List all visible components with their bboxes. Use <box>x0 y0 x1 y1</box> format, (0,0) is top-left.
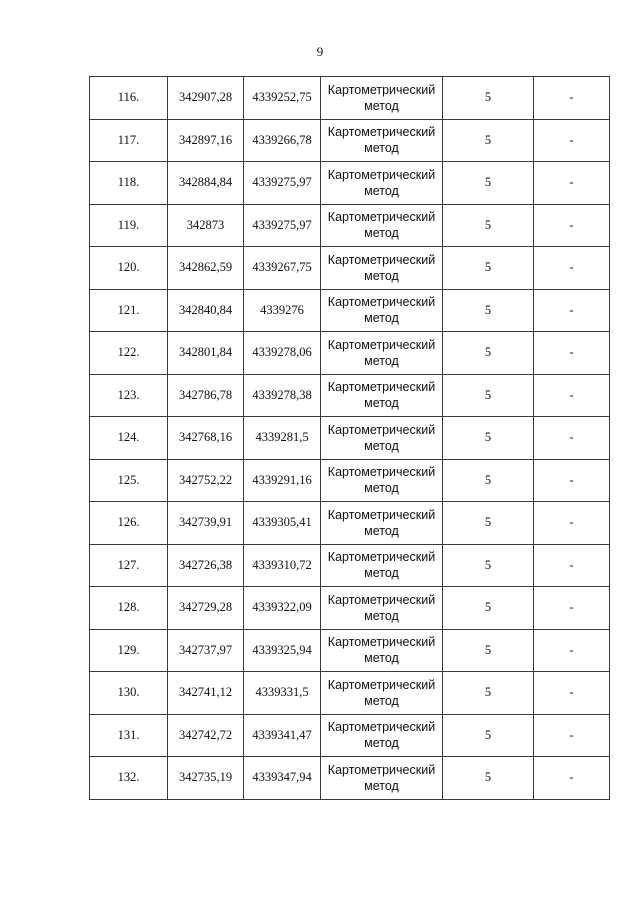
point-number-cell: 131. <box>90 714 168 757</box>
method-cell <box>321 544 443 587</box>
method-label-line1: Картометрический <box>327 82 436 97</box>
accuracy-cell: 5 <box>443 417 534 460</box>
method-label-line1: Картометрический <box>327 635 436 650</box>
extra-cell: - <box>534 714 610 757</box>
point-number-cell: 125. <box>90 459 168 502</box>
accuracy-cell: 5 <box>443 374 534 417</box>
method-cell <box>321 629 443 672</box>
extra-cell: - <box>534 289 610 332</box>
method-label-line1: Картометрический <box>327 720 436 735</box>
extra-cell: - <box>534 77 610 120</box>
extra-cell: - <box>534 459 610 502</box>
point-number-cell: 121. <box>90 289 168 332</box>
method-cell <box>321 77 443 120</box>
extra-cell: - <box>534 417 610 460</box>
method-cell <box>321 289 443 332</box>
extra-cell: - <box>534 119 610 162</box>
table-row <box>90 672 610 715</box>
method-cell <box>321 459 443 502</box>
method-cell <box>321 417 443 460</box>
method-cell <box>321 714 443 757</box>
table-row <box>90 374 610 417</box>
y-coordinate-cell: 4339281,5 <box>244 417 321 460</box>
method-label-line2: метод <box>364 736 399 751</box>
table-row <box>90 204 610 247</box>
method-label-line1: Картометрический <box>327 380 436 395</box>
y-coordinate-cell: 4339291,16 <box>244 459 321 502</box>
x-coordinate-cell: 342862,59 <box>168 247 244 290</box>
accuracy-cell: 5 <box>443 459 534 502</box>
point-number-cell: 123. <box>90 374 168 417</box>
point-number-cell: 118. <box>90 162 168 205</box>
method-label-line1: Картометрический <box>327 762 436 777</box>
extra-cell: - <box>534 502 610 545</box>
x-coordinate-cell: 342907,28 <box>168 77 244 120</box>
method-label-line2: метод <box>364 481 399 496</box>
point-number-cell: 132. <box>90 757 168 800</box>
x-coordinate-cell: 342739,91 <box>168 502 244 545</box>
accuracy-cell: 5 <box>443 714 534 757</box>
table-row <box>90 162 610 205</box>
y-coordinate-cell: 4339305,41 <box>244 502 321 545</box>
accuracy-cell: 5 <box>443 332 534 375</box>
method-label-line1: Картометрический <box>327 677 436 692</box>
extra-cell: - <box>534 162 610 205</box>
method-label-line2: метод <box>364 778 399 793</box>
point-number-cell: 126. <box>90 502 168 545</box>
method-label-line1: Картометрический <box>327 125 436 140</box>
y-coordinate-cell: 4339331,5 <box>244 672 321 715</box>
accuracy-cell: 5 <box>443 672 534 715</box>
point-number-cell: 116. <box>90 77 168 120</box>
table-row <box>90 247 610 290</box>
point-number-cell: 127. <box>90 544 168 587</box>
point-number-cell: 129. <box>90 629 168 672</box>
extra-cell: - <box>534 332 610 375</box>
x-coordinate-cell: 342840,84 <box>168 289 244 332</box>
method-cell <box>321 587 443 630</box>
extra-cell: - <box>534 374 610 417</box>
x-coordinate-cell: 342801,84 <box>168 332 244 375</box>
table-row <box>90 587 610 630</box>
method-cell <box>321 162 443 205</box>
accuracy-cell: 5 <box>443 247 534 290</box>
accuracy-cell: 5 <box>443 757 534 800</box>
method-cell <box>321 757 443 800</box>
y-coordinate-cell: 4339310,72 <box>244 544 321 587</box>
y-coordinate-cell: 4339266,78 <box>244 119 321 162</box>
method-label-line1: Картометрический <box>327 337 436 352</box>
method-cell <box>321 332 443 375</box>
coordinates-table-body <box>90 77 610 800</box>
extra-cell: - <box>534 629 610 672</box>
y-coordinate-cell: 4339267,75 <box>244 247 321 290</box>
x-coordinate-cell: 342741,12 <box>168 672 244 715</box>
x-coordinate-cell: 342737,97 <box>168 629 244 672</box>
method-cell <box>321 204 443 247</box>
y-coordinate-cell: 4339341,47 <box>244 714 321 757</box>
y-coordinate-cell: 4339278,38 <box>244 374 321 417</box>
method-label-line1: Картометрический <box>327 422 436 437</box>
table-row <box>90 417 610 460</box>
x-coordinate-cell: 342786,78 <box>168 374 244 417</box>
extra-cell: - <box>534 757 610 800</box>
method-label-line2: метод <box>364 566 399 581</box>
method-cell <box>321 374 443 417</box>
method-label-line1: Картометрический <box>327 550 436 565</box>
method-label-line2: метод <box>364 141 399 156</box>
method-label-line2: метод <box>364 268 399 283</box>
accuracy-cell: 5 <box>443 502 534 545</box>
method-label-line2: метод <box>364 311 399 326</box>
method-label-line1: Картометрический <box>327 295 436 310</box>
extra-cell: - <box>534 672 610 715</box>
y-coordinate-cell: 4339252,75 <box>244 77 321 120</box>
y-coordinate-cell: 4339325,94 <box>244 629 321 672</box>
x-coordinate-cell: 342768,16 <box>168 417 244 460</box>
method-label-line2: метод <box>364 438 399 453</box>
accuracy-cell: 5 <box>443 162 534 205</box>
method-label-line2: метод <box>364 98 399 113</box>
x-coordinate-cell: 342897,16 <box>168 119 244 162</box>
extra-cell: - <box>534 204 610 247</box>
method-cell <box>321 247 443 290</box>
extra-cell: - <box>534 587 610 630</box>
method-label-line2: метод <box>364 523 399 538</box>
method-label-line1: Картометрический <box>327 210 436 225</box>
method-label-line2: метод <box>364 226 399 241</box>
point-number-cell: 117. <box>90 119 168 162</box>
point-number-cell: 128. <box>90 587 168 630</box>
y-coordinate-cell: 4339275,97 <box>244 204 321 247</box>
method-label-line2: метод <box>364 396 399 411</box>
accuracy-cell: 5 <box>443 629 534 672</box>
table-row <box>90 332 610 375</box>
accuracy-cell: 5 <box>443 289 534 332</box>
point-number-cell: 119. <box>90 204 168 247</box>
method-label-line1: Картометрический <box>327 252 436 267</box>
accuracy-cell: 5 <box>443 77 534 120</box>
method-label-line2: метод <box>364 608 399 623</box>
accuracy-cell: 5 <box>443 544 534 587</box>
x-coordinate-cell: 342742,72 <box>168 714 244 757</box>
method-cell <box>321 502 443 545</box>
method-label-line1: Картометрический <box>327 167 436 182</box>
method-label-line2: метод <box>364 183 399 198</box>
y-coordinate-cell: 4339275,97 <box>244 162 321 205</box>
y-coordinate-cell: 4339276 <box>244 289 321 332</box>
method-label-line2: метод <box>364 693 399 708</box>
table-row <box>90 714 610 757</box>
method-label-line1: Картометрический <box>327 465 436 480</box>
point-number-cell: 130. <box>90 672 168 715</box>
x-coordinate-cell: 342729,28 <box>168 587 244 630</box>
x-coordinate-cell: 342752,22 <box>168 459 244 502</box>
point-number-cell: 122. <box>90 332 168 375</box>
x-coordinate-cell: 342884,84 <box>168 162 244 205</box>
accuracy-cell: 5 <box>443 587 534 630</box>
table-row <box>90 77 610 120</box>
table-row <box>90 629 610 672</box>
x-coordinate-cell: 342735,19 <box>168 757 244 800</box>
method-label-line2: метод <box>364 651 399 666</box>
table-row <box>90 289 610 332</box>
table-row <box>90 502 610 545</box>
page-number: 9 <box>316 44 324 59</box>
coordinates-table <box>89 76 610 800</box>
x-coordinate-cell: 342873 <box>168 204 244 247</box>
method-label-line1: Картометрический <box>327 507 436 522</box>
accuracy-cell: 5 <box>443 204 534 247</box>
point-number-cell: 124. <box>90 417 168 460</box>
accuracy-cell: 5 <box>443 119 534 162</box>
x-coordinate-cell: 342726,38 <box>168 544 244 587</box>
extra-cell: - <box>534 247 610 290</box>
table-row <box>90 459 610 502</box>
method-cell <box>321 672 443 715</box>
method-label-line1: Картометрический <box>327 592 436 607</box>
method-cell <box>321 119 443 162</box>
table-row <box>90 757 610 800</box>
method-label-line2: метод <box>364 353 399 368</box>
y-coordinate-cell: 4339322,09 <box>244 587 321 630</box>
y-coordinate-cell: 4339347,94 <box>244 757 321 800</box>
y-coordinate-cell: 4339278,06 <box>244 332 321 375</box>
point-number-cell: 120. <box>90 247 168 290</box>
table-row <box>90 119 610 162</box>
extra-cell: - <box>534 544 610 587</box>
table-row <box>90 544 610 587</box>
